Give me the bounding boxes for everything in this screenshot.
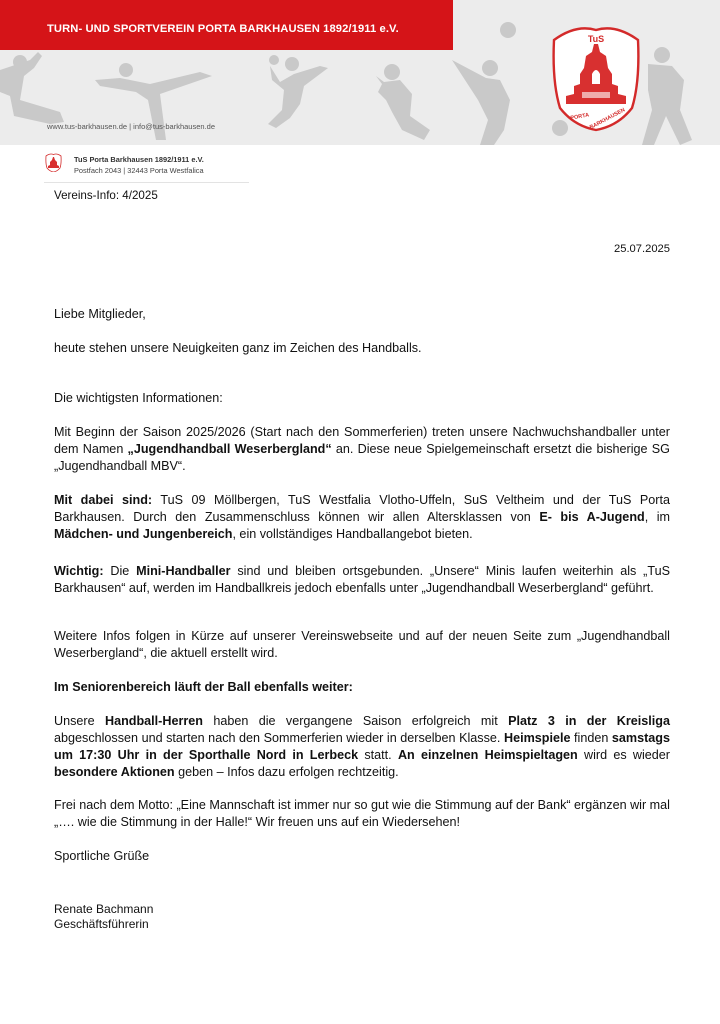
paragraph-senior-men: Unsere Handball-Herren haben die vergangene Saison erfolgreich mit Platz 3 in der Kreisliga abgeschlossen und starten nach den Sommerferien wieder in derselben Klasse. Heimspiele finden samstags um 17:30 Uhr in der Sporthalle Nord in Lerbeck statt. An einzelnen Heimspieltagen wird es wieder besondere Aktionen geben – Infos dazu erfolgen rechtzeitig. <box>54 714 670 779</box>
svg-text:PORTA: PORTA <box>570 112 590 122</box>
paragraph-mini-handball: Wichtig: Die Mini-Handballer sind und bleiben ortsgebunden. „Unsere“ Minis laufen weiterhin als „TuS Barkhausen“ auf, werden im Handballkreis jedoch ebenfalls unter „Jugendhandball Weserbergland“ geführt. <box>54 564 670 595</box>
title-bar <box>0 0 453 50</box>
document-reference: Vereins-Info: 4/2025 <box>54 189 158 202</box>
paragraph-more-info: Weitere Infos folgen in Kürze auf unserer Vereinswebseite und auf der neuen Seite zum „Jugendhandball Weserbergland“, die aktuell erstellt wird. <box>54 629 670 660</box>
header-contact-line: www.tus-barkhausen.de | info@tus-barkhausen.de <box>47 122 215 131</box>
signature-name: Renate Bachmann <box>54 902 154 916</box>
club-crest-icon <box>546 22 646 132</box>
svg-text:TuS: TuS <box>587 34 605 44</box>
paragraph-new-team: Mit Beginn der Saison 2025/2026 (Start nach den Sommerferien) treten unsere Nachwuchshandballer unter dem Namen „Jugendhandball Weserbergland“ an. Diese neue Spielgemeinschaft ersetzt die bisherige SG „Jugendhandball MBV“. <box>54 425 670 473</box>
salutation: Liebe Mitglieder, <box>54 307 146 321</box>
org-title: TURN- UND SPORTVEREIN PORTA BARKHAUSEN 1892/1911 e.V. <box>47 23 399 35</box>
closing: Sportliche Grüße <box>54 849 150 863</box>
signature-title: Geschäftsführerin <box>54 917 149 931</box>
senior-heading: Im Seniorenbereich läuft der Ball ebenfalls weiter: <box>54 680 353 694</box>
intro-paragraph: heute stehen unsere Neuigkeiten ganz im Zeichen des Handballs. <box>54 341 422 355</box>
sender-name: TuS Porta Barkhausen 1892/1911 e.V. <box>74 155 204 164</box>
paragraph-motto: Frei nach dem Motto: „Eine Mannschaft ist immer nur so gut wie die Stimmung auf der Bank“ ergänzen wir mal „…. wie die Stimmung in der Halle!“ Wir freuen uns auf ein Wiedersehen! <box>54 798 670 829</box>
section-heading: Die wichtigsten Informationen: <box>54 391 223 405</box>
paragraph-participants: Mit dabei sind: TuS 09 Möllbergen, TuS Westfalia Vlotho-Uffeln, SuS Veltheim und der TuS Porta Barkhausen. Durch den Zusammenschluss können wir allen Altersklassen von E- bis A-Jugend, im Mädchen- und Jungenbereich, ein vollständiges Handballangebot bieten. <box>54 493 670 541</box>
sender-block <box>44 152 249 183</box>
svg-text:BARKHAUSEN: BARKHAUSEN <box>588 107 627 131</box>
club-crest-small-icon <box>45 153 62 172</box>
letterhead-banner <box>0 0 720 145</box>
team-name: „Jugendhandball Weserbergland“ <box>127 442 332 456</box>
sender-address: Postfach 2043 | 32443 Porta Westfalica <box>74 166 204 175</box>
document-date: 25.07.2025 <box>614 243 670 255</box>
